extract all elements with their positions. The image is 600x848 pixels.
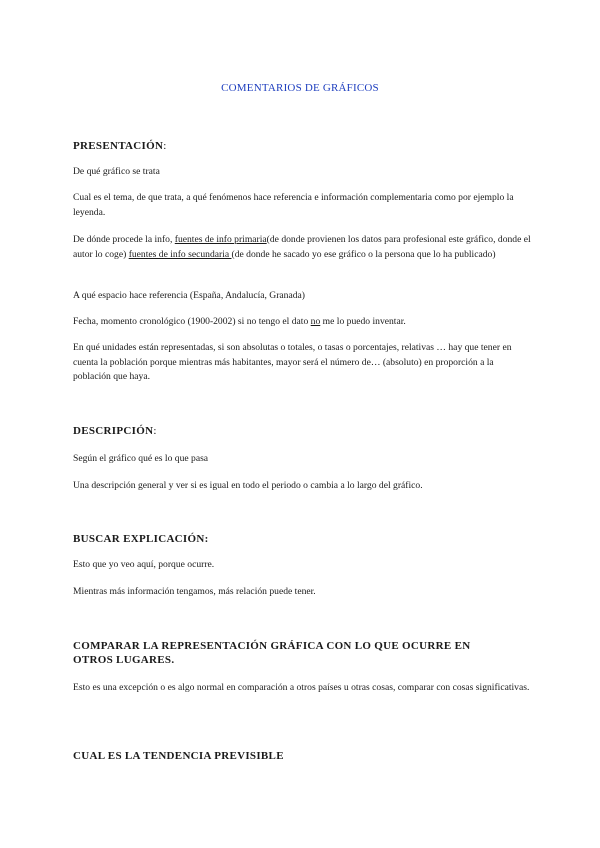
presentacion-paragraph-2: Cual es el tema, de que trata, a qué fenómenos hace referencia e información complementaria como por ejemplo la leyenda.	[73, 192, 514, 218]
heading-presentacion	[73, 139, 533, 153]
paragraph-3-text-a: De dónde procede la info,	[73, 234, 175, 245]
heading-presentacion-colon: :	[163, 140, 167, 152]
heading-tendencia: CUAL ES LA TENDENCIA PREVISIBLE	[73, 750, 284, 762]
presentacion-paragraph-5	[73, 315, 531, 330]
heading-comparar: COMPARAR LA REPRESENTACIÓN GRÁFICA CON LO QUE OCURRE EN OTROS LUGARES.	[73, 640, 471, 666]
descripcion-paragraph-1: Según el gráfico qué es lo que pasa	[73, 453, 209, 464]
primary-source-text: fuentes de info primaria	[174, 234, 267, 245]
secondary-source-text: fuentes de info secundaria	[128, 248, 232, 260]
paragraph-5-text-b: me lo puedo inventar.	[320, 316, 406, 327]
descripcion-paragraph-2: Una descripción general y ver si es igual en todo el periodo o cambia a lo largo del gráfico.	[73, 480, 423, 491]
paragraph-3-text-c: (de donde he sacado yo ese gráfico o la persona que lo ha publicado)	[231, 248, 496, 260]
paragraph-5-text-a: Fecha, momento cronológico (1900-2002) si no tengo el dato	[73, 316, 311, 327]
heading-descripcion-text: DESCRIPCIÓN	[73, 425, 154, 437]
document-title: COMENTARIOS DE GRÁFICOS	[221, 82, 379, 94]
heading-descripcion	[73, 424, 533, 438]
heading-descripcion-colon: :	[153, 425, 157, 437]
heading-presentacion-text: PRESENTACIÓN	[73, 140, 164, 152]
explicacion-paragraph-2: Mientras más información tengamos, más relación puede tener.	[73, 586, 316, 597]
explicacion-paragraph-1: Esto que yo veo aquí, porque ocurre.	[73, 559, 215, 570]
heading-explicacion: BUSCAR EXPLICACIÓN:	[73, 533, 209, 545]
presentacion-paragraph-1: De qué gráfico se trata	[73, 166, 160, 177]
presentacion-paragraph-6: En qué unidades están representadas, si son absolutas o totales, o tasas o porcentajes, relativas … hay que tener en cuenta la población porque mientras más habitantes, mayor será el número de… (absoluto) en proporción a la población que haya.	[73, 342, 512, 382]
presentacion-paragraph-3	[73, 233, 531, 262]
comparar-paragraph-1: Esto es una excepción o es algo normal en comparación a otros países u otras cosas, comparar con cosas significativas.	[73, 682, 530, 693]
presentacion-paragraph-4: A qué espacio hace referencia (España, Andalucía, Granada)	[73, 290, 305, 301]
paragraph-3-text-b: (de donde provienen los datos para profesional este gráfico, donde el autor lo coge)	[73, 234, 531, 260]
paragraph-5-underlined: no	[310, 316, 321, 327]
